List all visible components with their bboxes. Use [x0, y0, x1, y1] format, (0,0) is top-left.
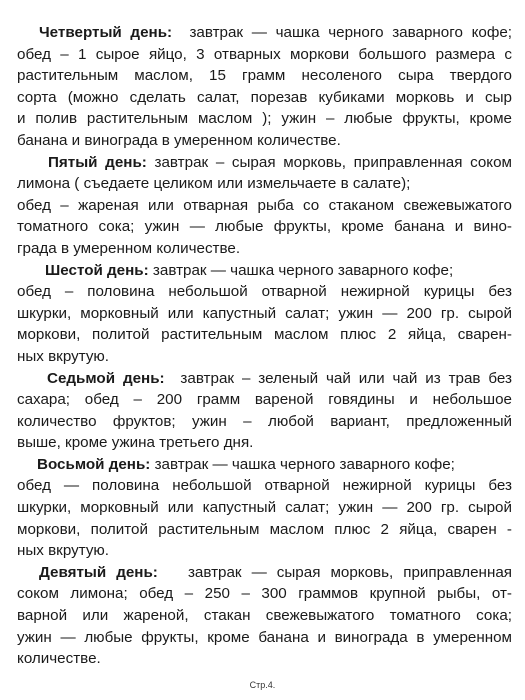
text-line: моркови, политой растительным маслом плюс 2 яйца, сварен-: [17, 326, 512, 344]
text-line: обед — половина небольшой отварной нежирной курицы без: [17, 477, 512, 495]
day-first-line: [17, 260, 512, 282]
text-line: сорта (можно сделать салат, порезав кубиками морковь и сыр: [17, 88, 512, 106]
day-heading: Четвертый день:: [39, 24, 173, 41]
text-line: соком лимона; обед – 250 – 300 граммов крупной рыбы, от-: [17, 585, 512, 603]
day-section: [17, 562, 512, 670]
day-heading: Пятый день:: [48, 153, 147, 171]
text-line: града в умеренном количестве.: [17, 239, 241, 257]
day-first-line: [17, 368, 512, 390]
text-line: банана и винограда в умеренном количестве.: [17, 131, 341, 149]
day-heading: Восьмой день:: [37, 455, 151, 473]
day-first-line: [17, 454, 512, 476]
text-line: ужин — любые фрукты, кроме банана и винограда в умеренном: [17, 628, 512, 646]
day-text: завтрак — чашка черного заварного кофе;: [189, 24, 512, 41]
page-number: Стр.4.: [249, 680, 276, 690]
day-section: [17, 260, 512, 368]
day-text: завтрак — чашка черного заварного кофе;: [152, 261, 454, 279]
day-heading: Шестой день:: [45, 261, 149, 279]
day-heading: Седьмой день:: [47, 369, 165, 387]
text-line: количестве.: [17, 650, 101, 668]
text-line: ных вкрутую.: [17, 542, 110, 560]
day-heading: Девятый день:: [39, 563, 158, 581]
day-first-line: [17, 562, 512, 584]
day-first-line: [17, 22, 512, 44]
text-line: томатного сока; ужин — любые фрукты, кроме банана и вино-: [17, 218, 512, 236]
text-line: моркови, политой растительным маслом плюс 2 яйца, сварен -: [17, 520, 512, 538]
text-line: обед – жареная или отварная рыба со стаканом свежевыжатого: [17, 196, 512, 214]
text-line: шкурки, морковный или капустный салат; ужин — 200 гр. сырой: [17, 304, 512, 322]
day-first-line: [17, 152, 512, 174]
text-line: растительным маслом, 15 грамм несоленого сыра твердого: [17, 67, 512, 85]
day-text: завтрак — чашка черного заварного кофе;: [154, 455, 455, 473]
day-text: завтрак – сырая морковь, приправленная соком: [154, 153, 512, 171]
text-line: и полив растительным маслом ); ужин – любые фрукты, кроме: [17, 110, 512, 128]
text-line: шкурки, морковный или капустный салат; ужин — 200 гр. сырой: [17, 499, 512, 517]
text-line: лимона ( съедаете целиком или измельчаете в салате);: [17, 175, 411, 193]
text-line: обед – 1 сырое яйцо, 3 отварных моркови большого размера с: [17, 45, 512, 63]
text-line: выше, кроме ужина третьего дня.: [17, 434, 254, 452]
text-line: количество фруктов; ужин – любой вариант, предложенный: [17, 412, 512, 430]
text-line: ных вкрутую.: [17, 347, 110, 365]
text-line: сахара; обед – 200 грамм вареной говядины и небольшое: [17, 391, 512, 409]
day-text: завтрак – зеленый чай или чай из трав без: [180, 369, 512, 387]
day-section: [17, 152, 512, 260]
text-line: обед – половина небольшой отварной нежирной курицы без: [17, 283, 512, 301]
day-section: [17, 454, 512, 562]
text-line: варной или жареной, стакан свежевыжатого томатного сока;: [17, 607, 512, 625]
day-section: [17, 368, 512, 454]
day-text: завтрак — сырая морковь, приправленная: [187, 563, 512, 581]
day-section: [17, 22, 512, 152]
document-page: [17, 22, 512, 670]
